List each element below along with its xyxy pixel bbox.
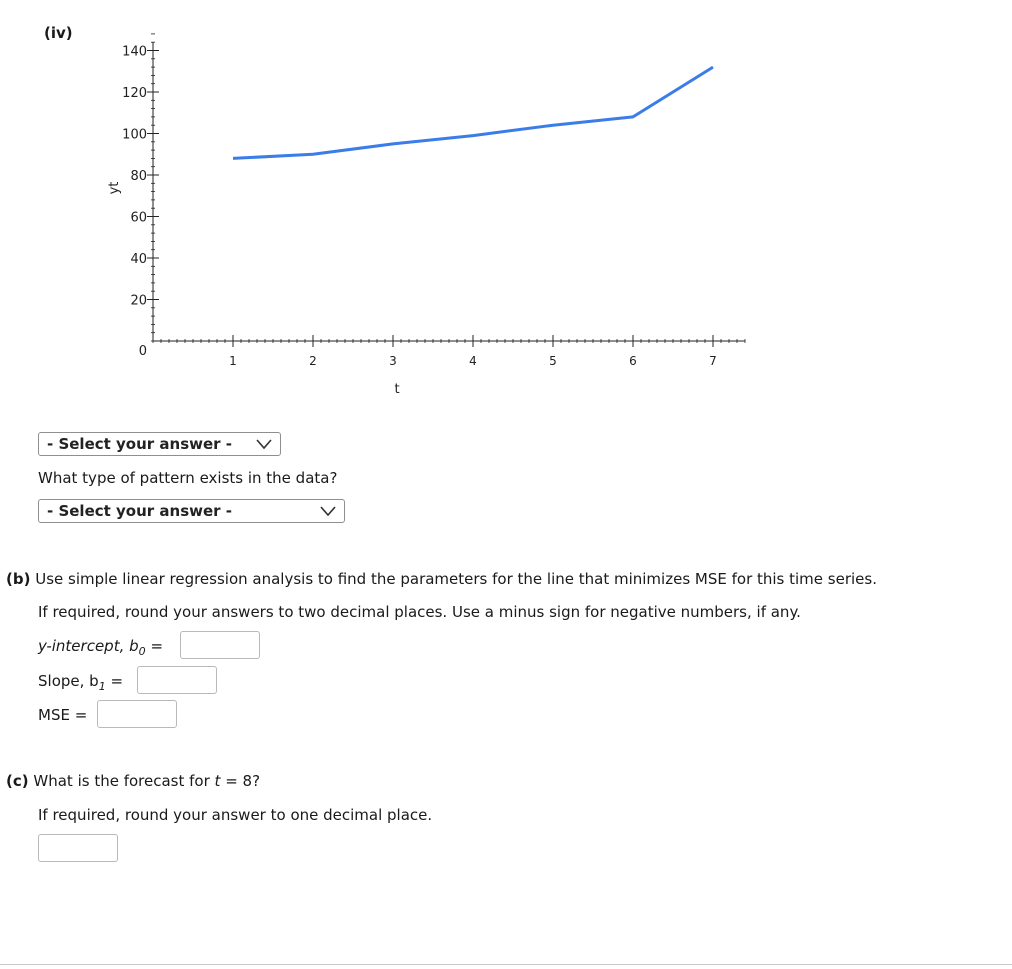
pattern-select-2[interactable] [38, 499, 345, 523]
slope-equals: = [110, 672, 124, 690]
pattern-select-1[interactable] [38, 432, 281, 456]
intercept-input[interactable] [180, 631, 260, 659]
part-b-instruction: If required, round your answers to two decimal places. Use a minus sign for negative numbers, if any. [38, 603, 801, 621]
y-tick-label: 20 [130, 293, 147, 309]
x-tick-label: 4 [469, 354, 477, 368]
y-axis-label: yt [107, 181, 122, 195]
x-axis-label: t [394, 382, 400, 397]
x-tick-label: 3 [389, 354, 397, 368]
mse-equals: = [74, 706, 88, 724]
part-b-text: Use simple linear regression analysis to find the parameters for the line that minimizes MSE for this time series. [35, 570, 877, 588]
chart-axes [153, 43, 745, 342]
y-tick-label: 120 [122, 86, 147, 101]
mse-label-text: MSE [38, 706, 70, 724]
x-tick-label: 2 [309, 354, 317, 368]
part-b-question [6, 570, 877, 588]
forecast-input[interactable] [38, 834, 118, 862]
part-b-label: (b) [6, 570, 31, 588]
y-tick-label: 140 [122, 44, 147, 60]
intercept-equals: = [150, 637, 164, 655]
bottom-divider [0, 964, 1012, 965]
part-c-text-before: What is the forecast for [33, 772, 210, 790]
select-1-label: - Select your answer - [47, 435, 233, 453]
x-tick-label: 7 [709, 354, 717, 368]
pattern-question: What type of pattern exists in the data? [38, 469, 338, 487]
slope-input[interactable] [137, 666, 217, 694]
intercept-label-text: y-intercept, b [38, 637, 139, 655]
series-line [233, 67, 713, 158]
intercept-subscript: 0 [138, 645, 146, 658]
slope-subscript: 1 [98, 680, 106, 693]
part-c-text-after: = 8? [225, 772, 261, 790]
chart-ticks [147, 34, 745, 347]
chart-labels [122, 45, 717, 369]
x-tick-label: 5 [549, 354, 557, 368]
slope-label-text: Slope, b [38, 672, 99, 690]
mse-label [38, 706, 87, 724]
x-tick-label: 6 [629, 354, 637, 368]
intercept-label [38, 637, 163, 658]
y-tick-label: 60 [130, 210, 147, 226]
y-tick-label: 100 [122, 127, 147, 143]
part-c-label: (c) [6, 772, 29, 790]
part-iv-label: (iv) [44, 24, 73, 42]
chevron-down-icon [320, 505, 336, 517]
slope-label [38, 672, 123, 693]
part-c-t-var: t [214, 772, 221, 790]
time-series-chart [0, 0, 760, 410]
part-c-question [6, 772, 260, 790]
part-c-instruction: If required, round your answer to one decimal place. [38, 806, 433, 824]
x-tick-label: 1 [229, 354, 237, 368]
y-tick-label: 0 [138, 344, 147, 359]
y-tick-label: 40 [130, 252, 147, 267]
mse-input[interactable] [97, 700, 177, 728]
select-2-label: - Select your answer - [47, 502, 233, 520]
chevron-down-icon [256, 438, 272, 450]
y-tick-label: 80 [130, 169, 147, 184]
